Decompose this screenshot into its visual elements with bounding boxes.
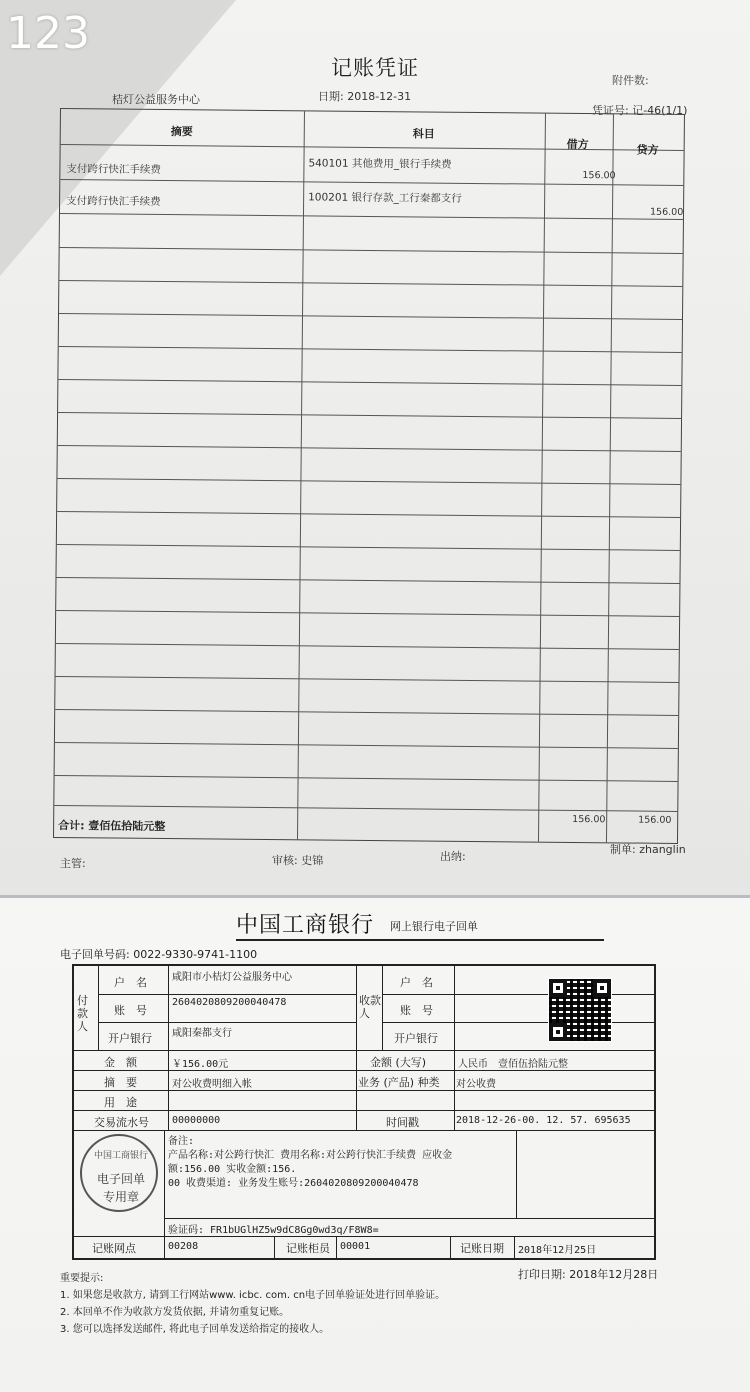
entry-credit: 156.00 (649, 206, 684, 218)
header-row (61, 109, 684, 151)
amount-value: ￥156.00元 (172, 1059, 229, 1070)
bank-name: 中国工商银行 (236, 913, 375, 938)
purpose-label: 用 途 (104, 1096, 137, 1109)
payer-name: 咸阳市小桔灯公益服务中心 (172, 972, 292, 983)
bank-receipt-sheet (0, 898, 750, 1392)
total-debit: 156.00 (572, 813, 606, 826)
payee-bank-label: 开户银行 (394, 1032, 438, 1045)
grid-line (164, 1218, 656, 1219)
entry-account: 540101 其他费用_银行手续费 (308, 157, 452, 171)
attachments-label: 附件数: (612, 74, 649, 87)
grid-line (450, 1236, 451, 1258)
total-credit: 156.00 (638, 814, 672, 826)
entry-debit: 156.00 (582, 170, 616, 182)
note-item: 3. 您可以选择发送邮件, 将此电子回单发送给指定的接收人。 (60, 1324, 330, 1335)
payer-account-label: 账 号 (114, 1004, 147, 1017)
entry-summary: 支付跨行快汇手续费 (66, 195, 161, 208)
remarks-line: 00 收费渠道: 业务发生账号:2604020809200040478 (168, 1178, 419, 1189)
stamp-line-2: 专用章 (102, 1190, 139, 1204)
grid-line (98, 994, 356, 995)
voucher-number: 凭证号: 记-46(1/1) (592, 104, 688, 117)
header-credit: 贷方 (636, 143, 659, 157)
grid-line (356, 966, 357, 1130)
teller-label: 记账柜员 (286, 1242, 330, 1255)
qr-code-icon (548, 978, 612, 1042)
stamp-bank-name: 中国工商银行 (93, 1151, 148, 1161)
entry-account: 100201 银行存款_工行秦都支行 (308, 191, 462, 205)
biz-type-label: 业务 (产品) 种类 (358, 1076, 440, 1089)
branch-value: 00208 (168, 1241, 199, 1252)
stamp-cell (74, 1130, 164, 1236)
summary-value: 对公收费明细入帐 (172, 1079, 252, 1090)
bank-seal-stamp (80, 1134, 158, 1212)
teller-value: 00001 (340, 1241, 371, 1252)
grid-line (74, 1070, 656, 1071)
payer-name-label: 户 名 (114, 976, 147, 989)
table-row (54, 776, 677, 812)
summary-label: 摘 要 (104, 1076, 137, 1089)
remarks-line: 额:156.00 实收金额:156. (168, 1164, 297, 1175)
stamp-line-1: 电子回单 (96, 1172, 145, 1186)
grid-line (74, 1090, 656, 1091)
payee-label: 收款人 (359, 994, 381, 1020)
grid-line (98, 966, 99, 1050)
grid-line (514, 1236, 515, 1258)
note-item: 2. 本回单不作为收款方发货依据, 并请勿重复记账。 (60, 1307, 290, 1318)
biz-type-value: 对公收费 (456, 1079, 496, 1090)
remarks-line: 产品名称:对公跨行快汇 费用名称:对公跨行快汇手续费 应收金 (168, 1150, 453, 1161)
payer-bank: 咸阳秦都支行 (172, 1028, 232, 1039)
header-debit: 借方 (566, 137, 589, 152)
payee-name-label: 户 名 (400, 976, 433, 989)
organization-name: 桔灯公益服务中心 (112, 93, 200, 106)
serial-value: 00000000 (172, 1115, 221, 1126)
grid-line (454, 966, 455, 1130)
post-date-label: 记账日期 (460, 1242, 504, 1255)
grid-line (74, 1050, 656, 1051)
remarks-heading: 备注: (168, 1136, 195, 1147)
branch-label: 记账网点 (92, 1242, 136, 1255)
preparer-sign: 制单: zhanglin (610, 843, 686, 856)
voucher-title: 记账凭证 (331, 56, 419, 80)
print-date: 打印日期: 2018年12月28日 (518, 1268, 659, 1281)
title-underline (236, 939, 604, 941)
voucher-table (53, 108, 685, 844)
grid-line (516, 1130, 517, 1218)
voucher-date: 日期: 2018-12-31 (318, 90, 412, 103)
post-date-value: 2018年12月25日 (518, 1245, 597, 1256)
qr-finder (549, 979, 567, 997)
qr-finder (549, 1023, 567, 1041)
grid-line (74, 1236, 656, 1237)
payer-account: 2604020809200040478 (172, 997, 287, 1008)
grid-line (168, 966, 169, 1130)
timestamp-value: 2018-12-26-00. 12. 57. 695635 (456, 1115, 631, 1126)
total-label: 合计: 壹佰伍拾陆元整 (58, 819, 166, 834)
grid-line (382, 994, 656, 995)
grid-line (336, 1236, 337, 1258)
grid-line (164, 1130, 165, 1258)
receipt-subtitle: 网上银行电子回单 (390, 920, 478, 933)
header-summary: 摘要 (170, 125, 193, 139)
important-notes (60, 1270, 445, 1338)
grid-line (274, 1236, 275, 1258)
note-item: 1. 如果您是收款方, 请到工行网站www. icbc. com. cn电子回单验证处进行回单验证。 (60, 1290, 446, 1301)
serial-label: 交易流水号 (94, 1116, 149, 1129)
qr-finder (593, 979, 611, 997)
entry-summary: 支付跨行快汇手续费 (66, 163, 161, 176)
payer-bank-label: 开户银行 (108, 1032, 152, 1045)
receipt-table (72, 964, 656, 1260)
cashier-sign: 出纳: (440, 850, 466, 863)
verify-code: 验证码: FR1bUGlHZ5w9dC8Gg0wd3q/F8W8= (168, 1225, 379, 1236)
auditor-sign: 审核: 史锦 (272, 854, 324, 867)
payee-account-label: 账 号 (400, 1004, 433, 1017)
grid-line (98, 1022, 356, 1023)
header-account: 科目 (412, 127, 435, 141)
notes-heading: 重要提示: (60, 1273, 104, 1284)
amount-caps-label: 金额 (大写) (370, 1056, 427, 1069)
supervisor-sign: 主管: (60, 857, 86, 870)
grid-line (382, 1022, 656, 1023)
payer-label: 付款人 (77, 994, 88, 1033)
timestamp-label: 时间戳 (386, 1116, 419, 1129)
grid-line (74, 1110, 656, 1111)
amount-caps-value: 人民币 壹佰伍拾陆元整 (458, 1059, 568, 1070)
amount-label: 金 额 (104, 1056, 137, 1069)
page-number: 123 (6, 8, 90, 59)
grid-line (382, 966, 383, 1050)
receipt-number: 电子回单号码: 0022-9330-9741-1100 (60, 948, 258, 961)
